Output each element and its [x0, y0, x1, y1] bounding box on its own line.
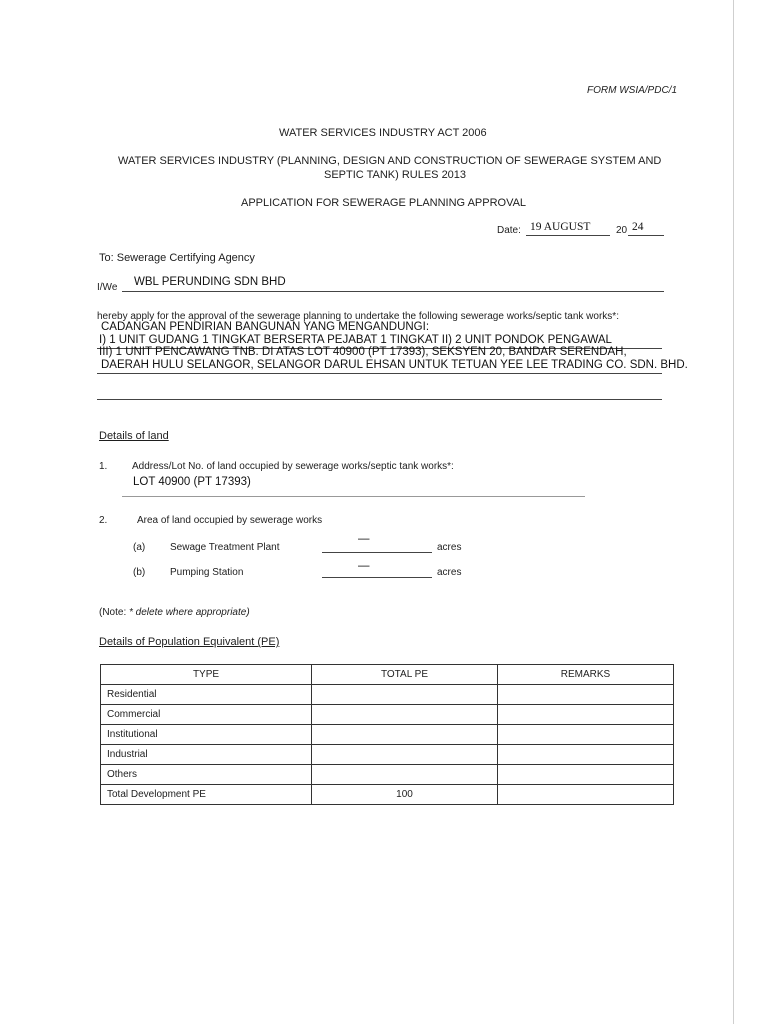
- form-code: FORM WSIA/PDC/1: [587, 85, 678, 96]
- pe-total-cell: [312, 725, 498, 745]
- table-row: [101, 785, 674, 805]
- pe-remarks-cell: [498, 725, 674, 745]
- pe-total-cell: [312, 745, 498, 765]
- table-row: [101, 745, 674, 765]
- date-year-line: [628, 235, 664, 236]
- works-line-4: DAERAH HULU SELANGOR, SELANGOR DARUL EHSAN UNTUK TETUAN YEE LEE TRADING CO. SDN. BHD.: [101, 359, 688, 371]
- table-row: [101, 725, 674, 745]
- works-rule-3: [97, 399, 662, 400]
- pe-total-cell: [312, 705, 498, 725]
- page-edge-divider: [733, 0, 734, 1024]
- item2a-value: —: [358, 533, 370, 545]
- date-day-month: 19 AUGUST: [530, 221, 591, 233]
- applicant-line: [122, 291, 664, 292]
- item2a-label: Sewage Treatment Plant: [170, 542, 280, 553]
- item2-label: Area of land occupied by sewerage works: [137, 515, 323, 526]
- pe-heading: Details of Population Equivalent (PE): [99, 636, 280, 648]
- item2b-unit: acres: [437, 567, 462, 578]
- pe-type-cell: Industrial: [101, 745, 312, 765]
- application-title: APPLICATION FOR SEWERAGE PLANNING APPROVAL: [241, 197, 527, 209]
- date-day-line: [526, 235, 610, 236]
- table-row: [101, 685, 674, 705]
- item1-line: [122, 496, 585, 497]
- pe-type-cell: Others: [101, 765, 312, 785]
- applicant-name: WBL PERUNDING SDN BHD: [134, 276, 286, 288]
- note-text: * delete where appropriate): [129, 607, 250, 618]
- details-of-land-heading: Details of land: [99, 430, 169, 442]
- pe-remarks-cell: [498, 785, 674, 805]
- table-row: [101, 765, 674, 785]
- date-year-prefix: 20: [616, 225, 628, 236]
- item2-number: 2.: [99, 515, 108, 526]
- pe-remarks-cell: [498, 765, 674, 785]
- applicant-label: I/We: [97, 282, 118, 293]
- pe-type-cell: Residential: [101, 685, 312, 705]
- item2a-line: [322, 552, 432, 553]
- item2a-letter: (a): [133, 542, 146, 553]
- pe-table: [100, 664, 674, 805]
- pe-remarks-cell: [498, 685, 674, 705]
- rules-title-line2: SEPTIC TANK) RULES 2013: [324, 169, 467, 181]
- pe-remarks-cell: [498, 745, 674, 765]
- works-line-1: CADANGAN PENDIRIAN BANGUNAN YANG MENGANDUNGI:: [101, 321, 430, 333]
- pe-type-cell: Commercial: [101, 705, 312, 725]
- item1-value: LOT 40900 (PT 17393): [133, 476, 251, 488]
- date-label: Date:: [497, 225, 521, 236]
- hereby-text: hereby apply for the approval of the sewerage planning to undertake the following sewerage works/septic tank works*:: [97, 311, 619, 322]
- pe-header-remarks: REMARKS: [498, 665, 674, 685]
- works-line-3: III) 1 UNIT PENCAWANG TNB. DI ATAS LOT 40900 (PT 17393), SEKSYEN 20, BANDAR SERENDAH,: [99, 346, 627, 358]
- item2b-value: —: [358, 560, 370, 572]
- note-prefix: (Note:: [99, 607, 130, 618]
- pe-header-type: TYPE: [101, 665, 312, 685]
- pe-header-total: TOTAL PE: [312, 665, 498, 685]
- table-row: [101, 705, 674, 725]
- to-line: To: Sewerage Certifying Agency: [99, 252, 255, 264]
- pe-type-cell: Total Development PE: [101, 785, 312, 805]
- item2b-label: Pumping Station: [170, 567, 244, 578]
- pe-remarks-cell: [498, 705, 674, 725]
- pe-table-header: [101, 665, 674, 685]
- act-title: WATER SERVICES INDUSTRY ACT 2006: [279, 127, 487, 139]
- pe-total-cell: 100: [312, 785, 498, 805]
- item2b-line: [322, 577, 432, 578]
- works-rule-2: [97, 373, 662, 374]
- pe-type-cell: Institutional: [101, 725, 312, 745]
- item2a-unit: acres: [437, 542, 462, 553]
- date-year-suffix: 24: [632, 221, 644, 233]
- works-line-2: I) 1 UNIT GUDANG 1 TINGKAT BERSERTA PEJABAT 1 TINGKAT II) 2 UNIT PONDOK PENGAWAL: [99, 334, 612, 346]
- pe-total-cell: [312, 685, 498, 705]
- pe-total-cell: [312, 765, 498, 785]
- item2b-letter: (b): [133, 567, 146, 578]
- note: [99, 608, 250, 618]
- item1-label: Address/Lot No. of land occupied by sewerage works/septic tank works*:: [132, 461, 454, 472]
- item1-number: 1.: [99, 461, 108, 472]
- rules-title-line1: WATER SERVICES INDUSTRY (PLANNING, DESIGN AND CONSTRUCTION OF SEWERAGE SYSTEM AND: [118, 155, 662, 167]
